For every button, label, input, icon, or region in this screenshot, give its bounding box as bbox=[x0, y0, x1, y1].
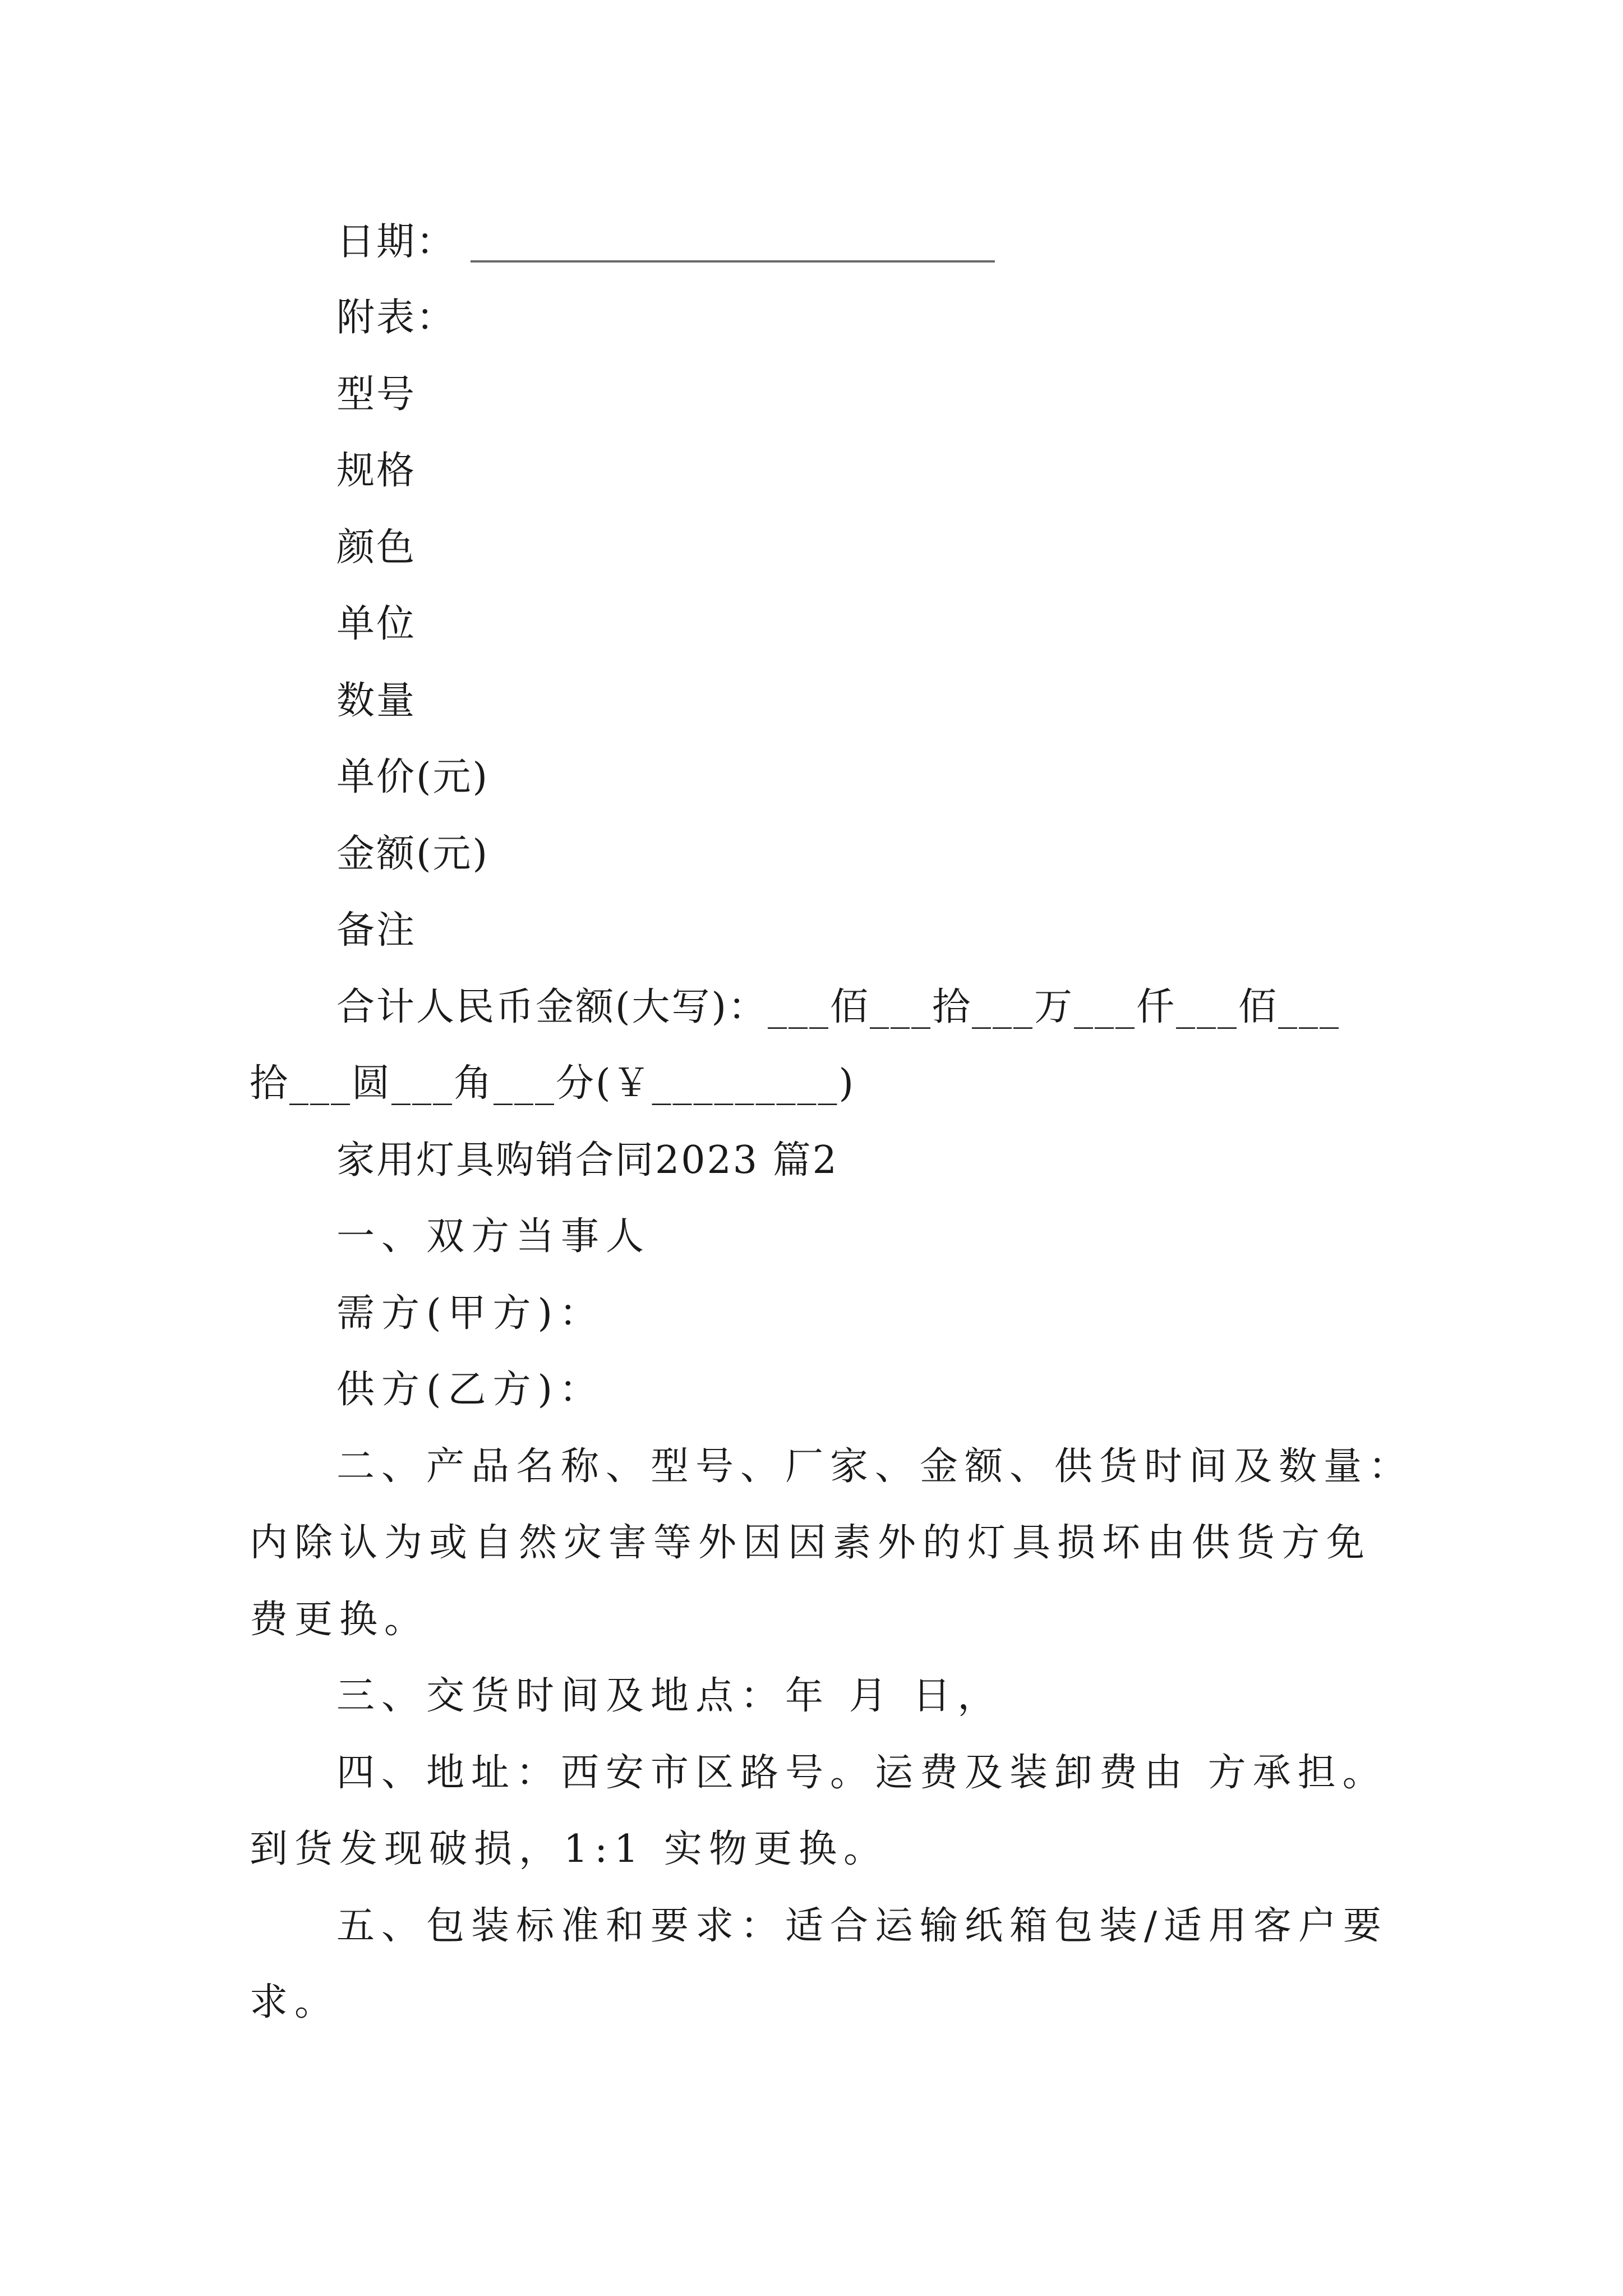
total-amount-line-1: 合计人民币金额(大写)：___佰___拾___万___仟___佰___ bbox=[336, 985, 1341, 1029]
clause-address-line-2: 到货发现破损，1:1 实物更换。 bbox=[250, 1827, 889, 1871]
column-unit-price: 单价(元) bbox=[336, 755, 490, 799]
column-unit: 单位 bbox=[336, 602, 417, 646]
clause-packaging: 五、包装标准和要求：适合运输纸箱包装/适用客户要 bbox=[336, 1904, 1388, 1948]
appendix-label: 附表： bbox=[336, 296, 457, 340]
clause-supplier: 供方(乙方)： bbox=[336, 1368, 605, 1412]
column-spec: 规格 bbox=[336, 449, 417, 493]
clause-buyer: 需方(甲方)： bbox=[336, 1291, 605, 1336]
column-amount: 金额(元) bbox=[336, 832, 490, 876]
date-blank-underline bbox=[471, 260, 995, 263]
column-quantity: 数量 bbox=[336, 679, 417, 723]
clause-product-heading: 二、产品名称、型号、厂家、金额、供货时间及数量： bbox=[336, 1444, 1414, 1489]
total-amount-line-2: 拾___圆___角___分(￥_________) bbox=[250, 1061, 856, 1106]
column-remarks: 备注 bbox=[336, 908, 417, 953]
clause-address: 四、地址：西安市区路号。运费及装卸费由 方承担。 bbox=[336, 1751, 1387, 1795]
clause-parties: 一、双方当事人 bbox=[336, 1214, 651, 1259]
clause-packaging-line-2: 求。 bbox=[250, 1980, 340, 2024]
column-color: 颜色 bbox=[336, 526, 417, 570]
date-line bbox=[336, 220, 995, 265]
clause-product-line-2: 内除认为或自然灾害等外因因素外的灯具损坏由供货方免 bbox=[250, 1521, 1372, 1565]
clause-delivery-time: 三、交货时间及地点：年 月 日， bbox=[336, 1674, 1003, 1718]
section-title: 家用灯具购销合同2023 篇2 bbox=[336, 1138, 838, 1182]
date-label: 日期： bbox=[336, 220, 457, 264]
clause-product-line-3: 费更换。 bbox=[250, 1598, 430, 1642]
column-model: 型号 bbox=[336, 372, 417, 417]
